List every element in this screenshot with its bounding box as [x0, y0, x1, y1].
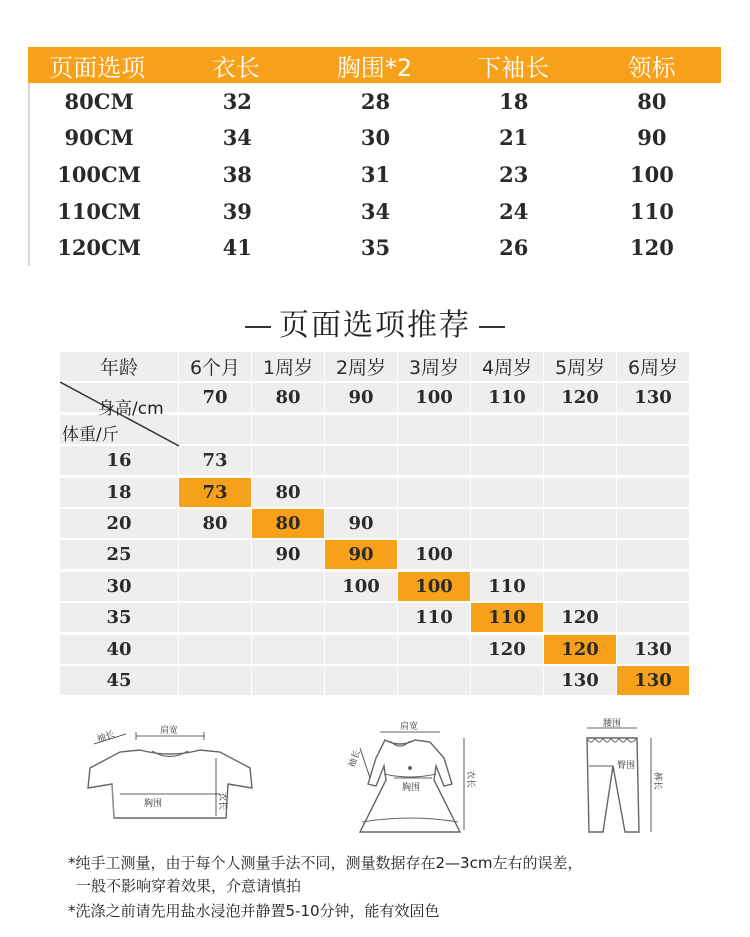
weight-cell: 18: [60, 478, 179, 508]
table-cell: 100CM: [57, 161, 141, 187]
size-cell: [325, 666, 398, 696]
height-cell: 130: [617, 383, 690, 413]
top-length-label: 衣长: [217, 792, 227, 811]
table-cell: 34: [222, 125, 252, 151]
table-row: [60, 635, 690, 666]
size-cell: [179, 603, 252, 633]
table-cell: 32: [222, 88, 252, 114]
size-cell: [325, 603, 398, 633]
weight-cell: 40: [60, 635, 179, 665]
header-cell: 下袖长: [477, 53, 550, 82]
height-label: 身高/cm: [98, 399, 164, 419]
table-cell: 120CM: [57, 235, 141, 261]
header-cell: 领标: [627, 53, 676, 82]
header-cell: 衣长: [211, 53, 260, 82]
table-row: [60, 478, 690, 509]
size-cell: [471, 509, 544, 539]
size-cell: [252, 603, 325, 633]
table-row: [30, 193, 721, 230]
table-cell: 80CM: [64, 88, 134, 114]
recommended-size-cell: 90: [325, 540, 398, 570]
height-cell: 90: [325, 383, 398, 413]
table-row: [60, 603, 690, 634]
size-cell: [325, 635, 398, 665]
top-measure-diagram: [80, 722, 260, 832]
table-row: [60, 540, 690, 571]
note-line: 一般不影响穿着效果，介意请慎拍: [76, 877, 302, 895]
blank-cell: [325, 415, 398, 445]
size-cell: 120: [471, 635, 544, 665]
size-cell: 110: [471, 572, 544, 602]
size-cell: [398, 666, 471, 696]
table-cell: 41: [222, 235, 252, 261]
blank-cell: [471, 415, 544, 445]
weight-cell: 45: [60, 666, 179, 696]
age-cell: 3周岁: [398, 352, 471, 382]
blank-cell: [544, 415, 617, 445]
table-cell: 26: [499, 235, 529, 261]
table-row: [30, 120, 721, 157]
recommended-size-cell: 120: [544, 635, 617, 665]
recommend-title: [0, 300, 750, 344]
table-cell: 23: [499, 161, 529, 187]
pants-icon: [575, 716, 675, 841]
note-line: *洗涤之前请先用盐水浸泡并静置5-10分钟，能有效固色: [68, 902, 440, 920]
table-cell: 39: [222, 198, 252, 224]
table-row: [30, 229, 721, 266]
table-cell: 90: [637, 125, 667, 151]
size-cell: 130: [544, 666, 617, 696]
size-cell: 90: [252, 540, 325, 570]
blank-cell: [252, 415, 325, 445]
size-cell: 120: [544, 603, 617, 633]
table-cell: 34: [360, 198, 391, 224]
size-cell: [252, 666, 325, 696]
recommended-size-cell: 130: [617, 666, 690, 696]
table-cell: 38: [222, 161, 252, 187]
size-cell: [617, 446, 690, 476]
size-table-header: [28, 47, 721, 83]
size-cell: [471, 666, 544, 696]
size-cell: [325, 478, 398, 508]
table-row: [60, 666, 690, 697]
dress-chest-label: 胸围: [402, 783, 421, 793]
size-cell: [617, 509, 690, 539]
table-cell: 100: [629, 161, 674, 187]
table-cell: 120: [629, 235, 674, 261]
size-cell: [325, 446, 398, 476]
height-cell: 70: [179, 383, 252, 413]
age-cell: 2周岁: [325, 352, 398, 382]
table-cell: 28: [360, 88, 391, 114]
age-cell: 1周岁: [252, 352, 325, 382]
height-cell: 100: [398, 383, 471, 413]
table-cell: 110: [629, 198, 674, 224]
size-cell: 80: [179, 509, 252, 539]
size-cell: 100: [398, 540, 471, 570]
size-cell: 100: [325, 572, 398, 602]
top-shoulder-label: 肩宽: [160, 726, 179, 736]
weight-label: 体重/斤: [62, 425, 119, 445]
recommended-size-cell: 100: [398, 572, 471, 602]
note-line: *纯手工测量，由于每个人测量手法不同，测量数据存在2—3cm左右的误差，: [68, 854, 583, 872]
size-cell: [544, 572, 617, 602]
size-table-body: [28, 83, 721, 266]
size-cell: 130: [617, 635, 690, 665]
size-table: [28, 47, 721, 266]
blank-cell: [398, 415, 471, 445]
shirt-icon: [80, 722, 260, 832]
size-cell: 110: [398, 603, 471, 633]
size-cell: [398, 446, 471, 476]
recommend-grid: [60, 352, 690, 697]
top-sleeve-label: 袖长: [95, 729, 117, 745]
table-row: [60, 446, 690, 477]
size-cell: [252, 635, 325, 665]
age-cell: 6个月: [179, 352, 252, 382]
size-cell: [544, 478, 617, 508]
height-cell: 80: [252, 383, 325, 413]
size-cell: [471, 540, 544, 570]
dress-shoulder-label: 肩宽: [400, 722, 419, 732]
pants-measure-diagram: [575, 716, 675, 841]
table-row: [30, 83, 721, 120]
table-cell: 35: [360, 235, 391, 261]
age-label: 年龄: [99, 357, 138, 379]
table-cell: 80: [637, 88, 667, 114]
size-cell: [471, 478, 544, 508]
size-cell: [179, 635, 252, 665]
recommend-title-text: 页面选项推荐: [279, 308, 471, 343]
table-row: [30, 156, 721, 193]
weight-cell: 25: [60, 540, 179, 570]
size-cell: [398, 509, 471, 539]
dress-measure-diagram: [340, 718, 490, 843]
dress-length-label: 衣长: [465, 770, 475, 789]
height-cell: 110: [471, 383, 544, 413]
table-cell: 110CM: [57, 198, 141, 224]
dress-sleeve-label: 袖长: [347, 748, 363, 770]
weight-cell: 16: [60, 446, 179, 476]
pants-hip-label: 臀围: [617, 761, 636, 771]
recommended-size-cell: 73: [179, 478, 252, 508]
size-cell: [617, 572, 690, 602]
size-cell: [179, 666, 252, 696]
size-cell: [398, 635, 471, 665]
size-cell: [179, 540, 252, 570]
size-cell: [252, 572, 325, 602]
age-cell: 6周岁: [617, 352, 690, 382]
table-row: [60, 509, 690, 540]
weight-cell: 20: [60, 509, 179, 539]
size-cell: 73: [179, 446, 252, 476]
table-cell: 24: [499, 198, 529, 224]
header-cell: 页面选项: [49, 53, 146, 82]
weight-cell: 35: [60, 603, 179, 633]
size-cell: 90: [325, 509, 398, 539]
size-cell: [179, 572, 252, 602]
size-cell: [398, 478, 471, 508]
header-cell: 胸围*2: [336, 53, 413, 82]
size-cell: [544, 540, 617, 570]
size-cell: 80: [252, 478, 325, 508]
title-dash-left: [245, 326, 271, 328]
table-cell: 90CM: [64, 125, 134, 151]
age-cell: 5周岁: [544, 352, 617, 382]
table-cell: 18: [499, 88, 529, 114]
size-cell: [544, 509, 617, 539]
table-row: [60, 572, 690, 603]
pants-length-label: 裤长: [652, 772, 662, 791]
weight-cell: 30: [60, 572, 179, 602]
recommended-size-cell: 80: [252, 509, 325, 539]
recommended-size-cell: 110: [471, 603, 544, 633]
size-cell: [617, 540, 690, 570]
table-cell: 31: [360, 161, 391, 187]
size-cell: [617, 603, 690, 633]
blank-cell: [617, 415, 690, 445]
top-chest-label: 胸围: [144, 799, 163, 809]
size-cell: [617, 478, 690, 508]
size-cell: [471, 446, 544, 476]
table-cell: 30: [360, 125, 391, 151]
weight-rows: [60, 446, 690, 697]
dress-icon: [340, 718, 490, 843]
pants-waist-label: 腰围: [603, 719, 622, 729]
age-cell: 4周岁: [471, 352, 544, 382]
title-dash-right: [479, 326, 505, 328]
size-cell: [544, 446, 617, 476]
table-cell: 21: [499, 125, 529, 151]
care-notes: [68, 852, 748, 923]
blank-cell: [179, 415, 252, 445]
height-cell: 120: [544, 383, 617, 413]
size-cell: [252, 446, 325, 476]
